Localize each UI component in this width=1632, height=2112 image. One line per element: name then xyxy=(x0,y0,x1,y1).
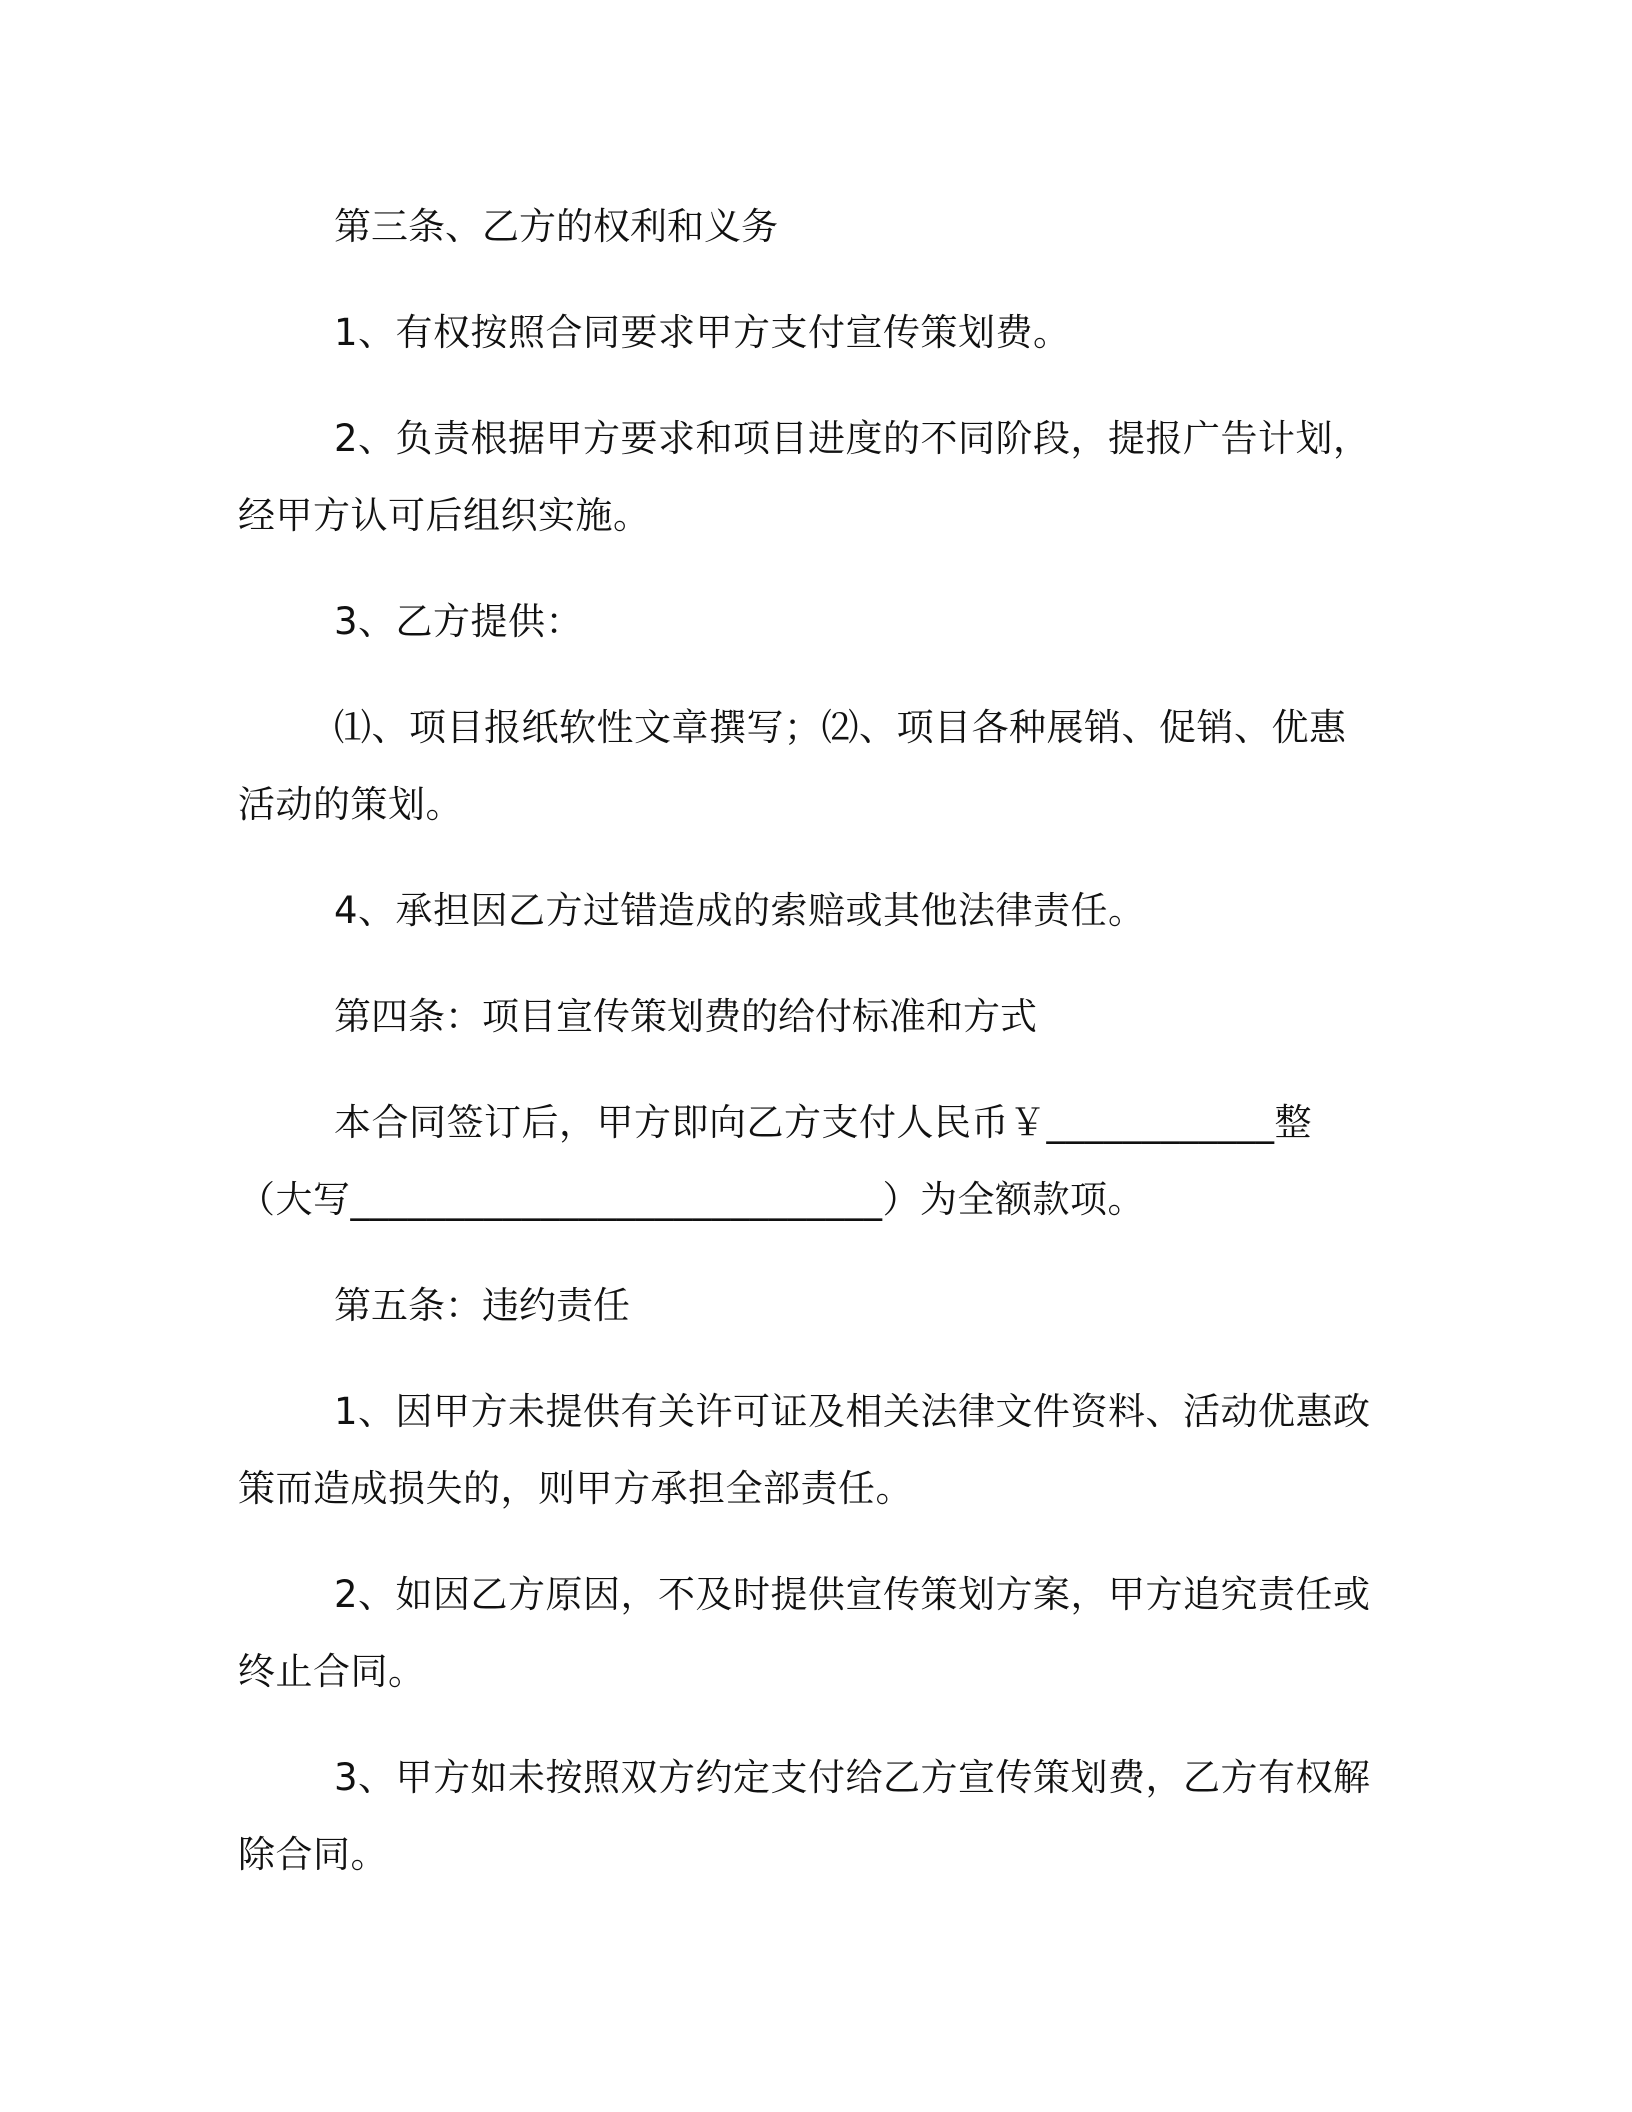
article-three-item-1: 1、有权按照合同要求甲方支付宣传策划费。 xyxy=(334,311,1071,354)
article-five-heading: 第五条：违约责任 xyxy=(334,1284,630,1327)
article-five-item-3: 3、甲方如未按照双方约定支付给乙方宣传策划费，乙方有权解除合同。 xyxy=(238,1756,1371,1876)
article-three-item-3: 3、乙方提供： xyxy=(334,600,584,643)
article-four-payment-paragraph: 本合同签订后，甲方即向乙方支付人民币￥____________整（大写____________________________）为全额款项。 xyxy=(238,1101,1312,1221)
article-five-item-1: 1、因甲方未提供有关许可证及相关法律文件资料、活动优惠政策而造成损失的，则甲方承担全部责任。 xyxy=(238,1390,1371,1510)
document-body xyxy=(238,188,1378,1922)
article-five-item-2: 2、如因乙方原因，不及时提供宣传策划方案，甲方追究责任或终止合同。 xyxy=(238,1573,1371,1693)
article-three-item-2: 2、负责根据甲方要求和项目进度的不同阶段，提报广告计划，经甲方认可后组织实施。 xyxy=(238,417,1371,537)
article-four-heading: 第四条：项目宣传策划费的给付标准和方式 xyxy=(334,995,1037,1038)
article-three-item-4: 4、承担因乙方过错造成的索赔或其他法律责任。 xyxy=(334,889,1146,932)
article-three-heading: 第三条、乙方的权利和义务 xyxy=(334,205,778,248)
article-three-item-3-details: ⑴、项目报纸软性文章撰写；⑵、项目各种展销、促销、优惠活动的策划。 xyxy=(238,706,1347,826)
